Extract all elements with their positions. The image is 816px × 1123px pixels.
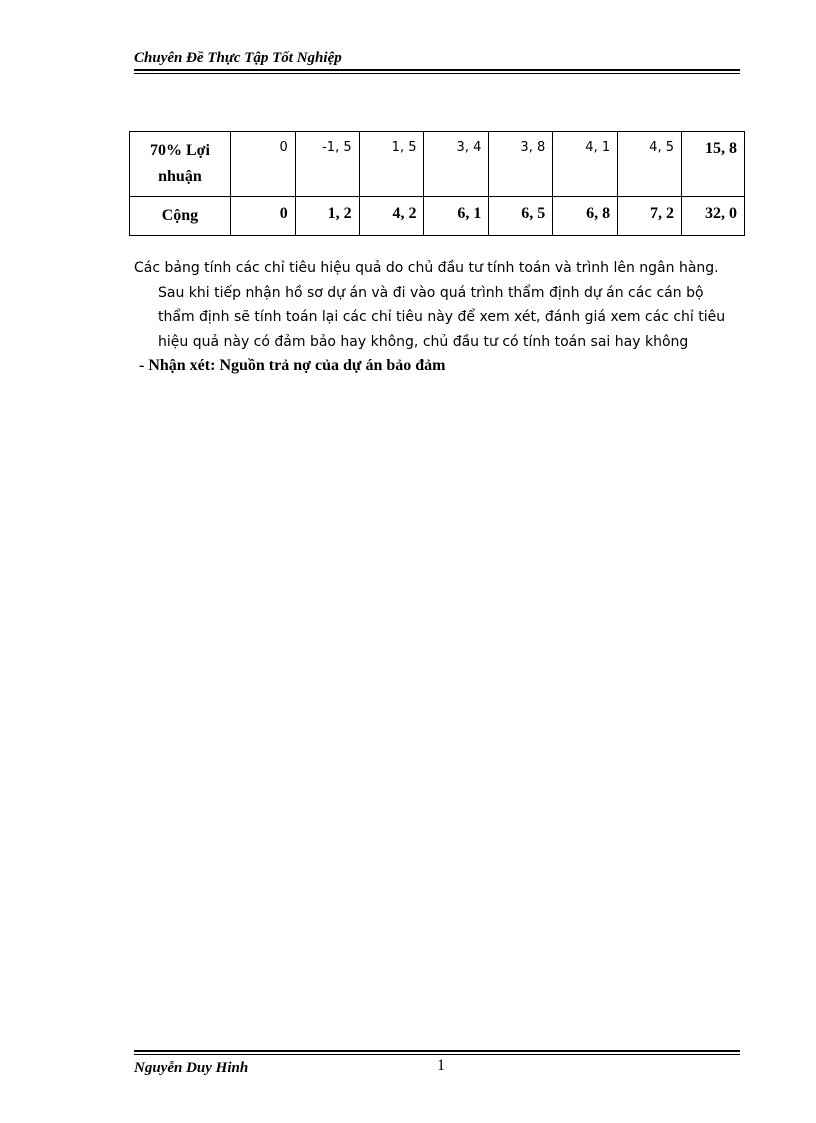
- page-footer: [134, 1050, 740, 1079]
- header-title: Chuyên Đề Thực Tập Tốt Nghiệp: [134, 50, 342, 66]
- table-cell: 3, 4: [424, 132, 489, 197]
- table-cell: 3, 8: [489, 132, 553, 197]
- table-cell: 4, 5: [618, 132, 682, 197]
- table-cell: 0: [230, 197, 295, 236]
- header-rule-thick: [134, 69, 740, 71]
- table-cell-total: 15, 8: [681, 132, 744, 197]
- profit-table: [129, 131, 745, 236]
- paragraph-line: Các bảng tính các chỉ tiêu hiệu quả do chủ đầu tư tính toán và trình lên ngân hàng.: [134, 260, 719, 276]
- table-cell: 4, 1: [553, 132, 618, 197]
- table-cell: 4, 2: [359, 197, 424, 236]
- footer-author: Nguyễn Duy Hinh: [134, 1060, 249, 1076]
- paragraph-line: hiệu quả này có đảm bảo hay không, chủ đầu tư có tính toán sai hay không: [158, 333, 689, 350]
- table-cell: 6, 8: [553, 197, 618, 236]
- table-cell: 0: [230, 132, 295, 197]
- page-header: [134, 48, 740, 74]
- table-cell-total: 32, 0: [681, 197, 744, 236]
- paragraph-line: Sau khi tiếp nhận hồ sơ dự án và đi vào quá trình thẩm định dự án các cán bộ: [158, 284, 704, 301]
- row-label: Cộng: [130, 197, 231, 236]
- table-cell: 1, 2: [295, 197, 359, 236]
- table-cell: 6, 1: [424, 197, 489, 236]
- table-cell: 1, 5: [359, 132, 424, 197]
- table-cell: -1, 5: [295, 132, 359, 197]
- footer-rule-thick: [134, 1050, 740, 1052]
- table-cell: 7, 2: [618, 197, 682, 236]
- table-row: [130, 197, 745, 236]
- body-text: [134, 256, 744, 379]
- table-row: [130, 132, 745, 197]
- page-number: 1: [437, 1057, 445, 1074]
- paragraph-line: thẩm định sẽ tính toán lại các chỉ tiêu này để xem xét, đánh giá xem các chỉ tiêu: [158, 309, 726, 325]
- remark: - Nhận xét: Nguồn trả nợ của dự án bảo đảm: [139, 357, 446, 374]
- row-label: 70% Lợi nhuận: [130, 132, 231, 197]
- header-rule-thin: [134, 73, 740, 74]
- table-cell: 6, 5: [489, 197, 553, 236]
